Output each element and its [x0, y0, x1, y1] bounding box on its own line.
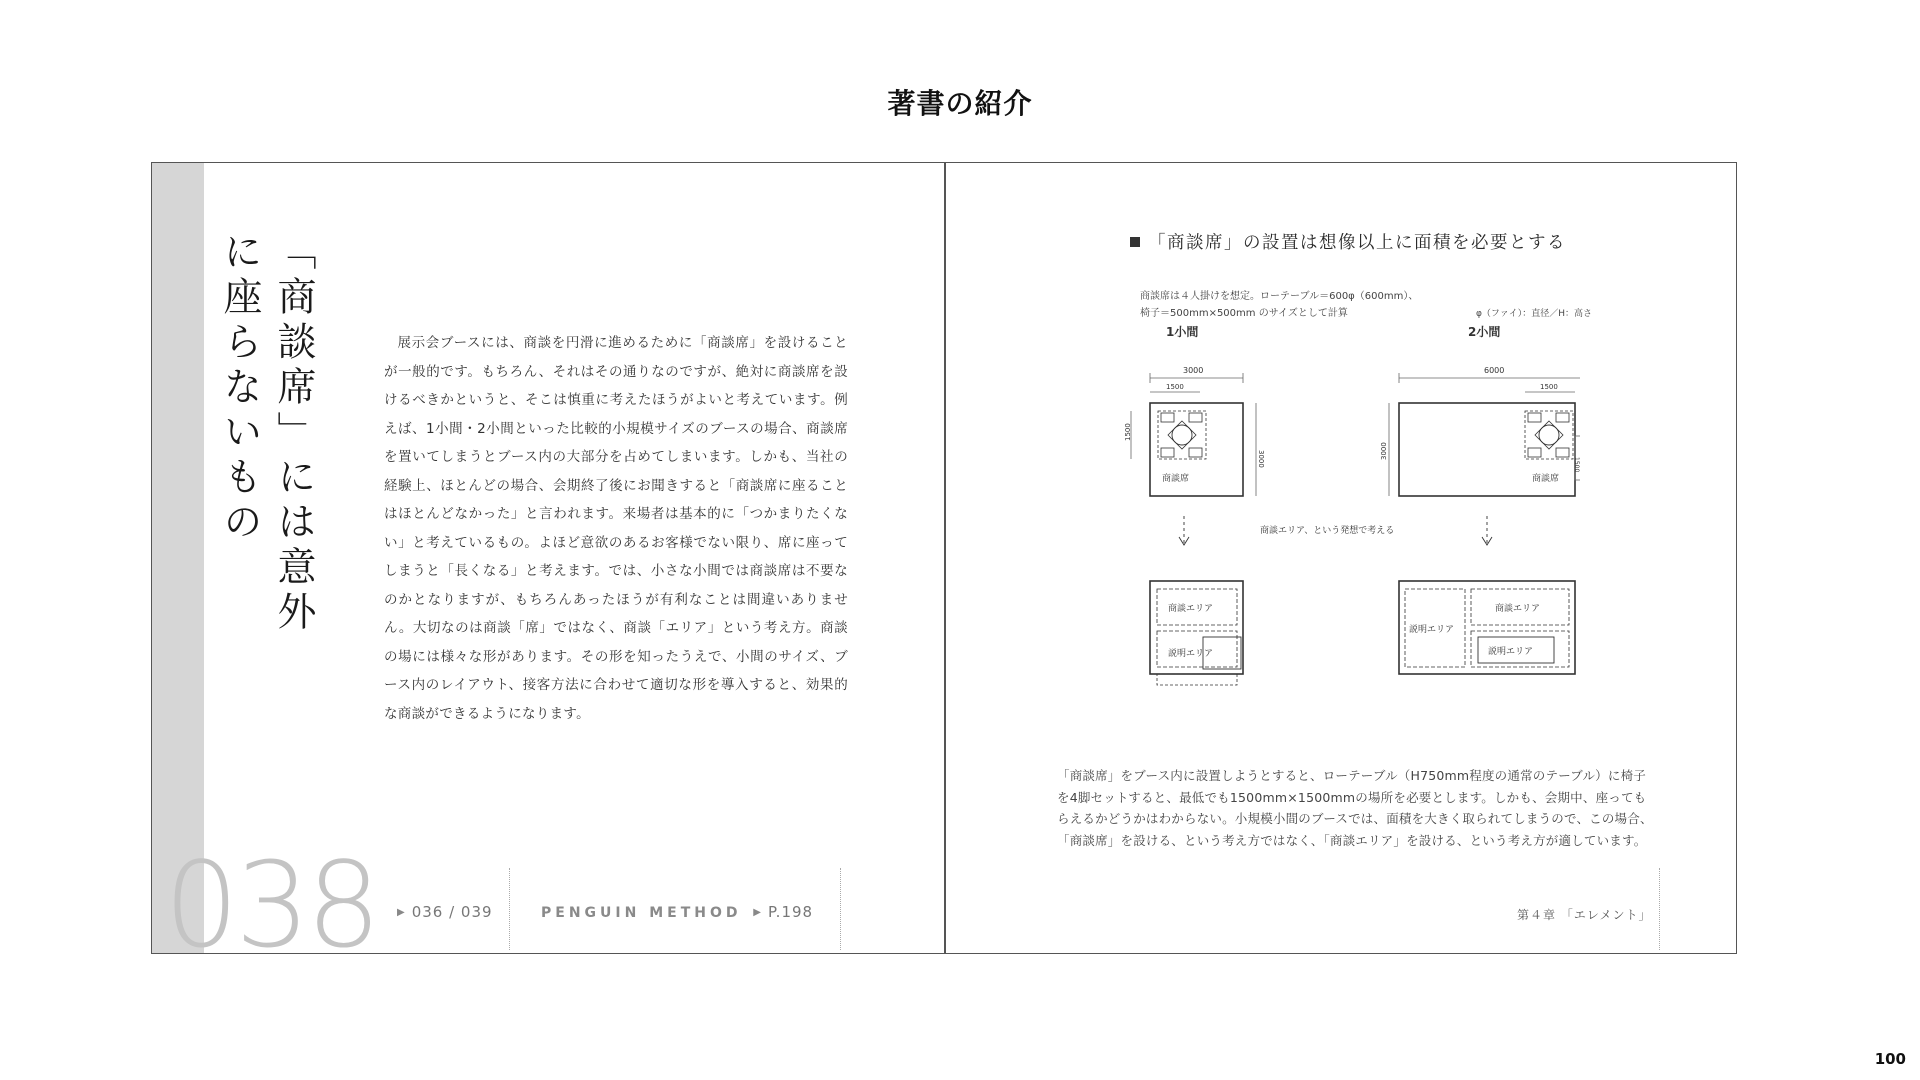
chair-icon	[1556, 413, 1569, 422]
aisle-boundary	[1157, 674, 1237, 685]
seat-label: 商談席	[1532, 474, 1560, 484]
area-label-shoudan: 商談エリア	[1168, 604, 1214, 614]
label-1koma: 1小間	[1166, 325, 1199, 339]
book-spine	[944, 163, 946, 953]
dim-1500-b: 1500	[1124, 423, 1132, 441]
footer-divider	[1659, 868, 1660, 950]
arrow-caption: 商談エリア、という発想で考える	[1260, 526, 1395, 536]
note-line-2: 椅子＝500mm×500mm のサイズとして計算	[1140, 308, 1348, 319]
footer-divider	[840, 868, 841, 950]
area-label-setsumei: 説明エリア	[1488, 647, 1534, 657]
chair-icon	[1189, 448, 1202, 457]
area-label-setsumei: 説明エリア	[1168, 649, 1214, 659]
chair-icon	[1528, 413, 1541, 422]
dim-1500-a: 1500	[1166, 383, 1184, 391]
left-page-title: 「商談席」には意外に座らないもの	[217, 231, 316, 636]
section-range	[397, 903, 493, 921]
dim-1500-d: 1500	[1573, 457, 1580, 473]
dim-1500-c: 1500	[1540, 383, 1558, 391]
triangle-right-icon: ▶	[397, 907, 406, 918]
dim-3000-height: 3000	[1257, 450, 1265, 468]
left-margin-bar	[152, 163, 204, 953]
chair-icon	[1189, 413, 1202, 422]
square-bullet-icon	[1130, 237, 1140, 247]
book-spread	[151, 162, 1737, 974]
dim-6000-width: 6000	[1484, 366, 1505, 375]
left-page-body: 展示会ブースには、商談を円滑に進めるために「商談席」を設けることが一般的です。もちろん、それはその通りなのですが、絶対に商談席を設けるべきかというと、そこは慎重に考えたほうがよいと考えています。例えば、1小間・2小間といった比較的小規模サイズのブースの場合、商談席を置いてしまうとブース内の大部分を占めてしまいます。しかも、当社の経験上、ほとんどの場合、会期終了後にお聞きすると「商談席に座ることはほとんどなかった」と言われます。来場者は基本的に「つかまりたくない」と考えているもの。よほど意欲のあるお客様でない限り、席に座ってしまうと「長くなる」と考えます。では、小さな小間では商談席は不要なのかとなりますが、もちろんあったほうが有利なことは間違いありません。大切なのは商談「席」ではなく、商談「エリア」という考え方。商談の場には様々な形があります。その形を知ったうえで、小間のサイズ、ブース内のレイアウト、接客方法に合わせて適切な形を導入すると、効果的な商談ができるようになります。	[384, 335, 848, 722]
slide-title: 著書の紹介	[887, 87, 1033, 120]
dim-3000-height-2: 3000	[1380, 442, 1388, 460]
brand-footer	[541, 903, 813, 921]
chair-icon	[1161, 413, 1174, 422]
label-2koma: 2小間	[1468, 325, 1501, 339]
chair-icon	[1556, 448, 1569, 457]
triangle-right-icon: ▶	[753, 907, 762, 918]
figure-caption: 「商談席」をブース内に設置しようとすると、ローテーブル（H750mm程度の通常のテーブル）に椅子を4脚セットすると、最低でも1500mm×1500mmの場所を必要とします。しかも、会期中、座ってもらえるかどうかはわからない。小規模小間のブースでは、面積を大きく取られてしまうので、この場合、「商談席」を設ける、という考え方ではなく、「商談エリア」を設ける、という考え方が適しています。	[1057, 768, 1653, 848]
page-reference: P.198	[767, 903, 814, 921]
slide-page-number: 100	[1874, 1050, 1906, 1068]
chair-icon	[1528, 448, 1541, 457]
figure-title	[1130, 229, 1566, 254]
chair-icon	[1161, 448, 1174, 457]
dim-3000-width: 3000	[1183, 366, 1204, 375]
brand-name: PENGUIN METHOD	[541, 905, 742, 921]
chapter-label: 第４章 「エレメント」	[1517, 908, 1652, 922]
area-label-setsumei: 説明エリア	[1409, 625, 1455, 635]
booth-1koma-area-plan	[1150, 581, 1243, 674]
footer-divider	[509, 868, 510, 950]
note-line-1: 商談席は４人掛けを想定。ローテーブル＝600φ（600mm）、	[1140, 291, 1419, 302]
section-number: 038	[164, 836, 378, 974]
section-range-text: 036 / 039	[411, 903, 493, 921]
area-label-shoudan: 商談エリア	[1495, 604, 1541, 614]
note-legend: φ（ファイ）：直径／H：高さ	[1476, 309, 1593, 319]
seat-area-boundary	[1158, 411, 1206, 459]
seat-label: 商談席	[1162, 474, 1190, 484]
booth-layout-diagram	[1120, 271, 1580, 741]
figure-title-text: 「商談席」の設置は想像以上に面積を必要とする	[1148, 233, 1566, 253]
seat-area-boundary	[1525, 411, 1573, 459]
